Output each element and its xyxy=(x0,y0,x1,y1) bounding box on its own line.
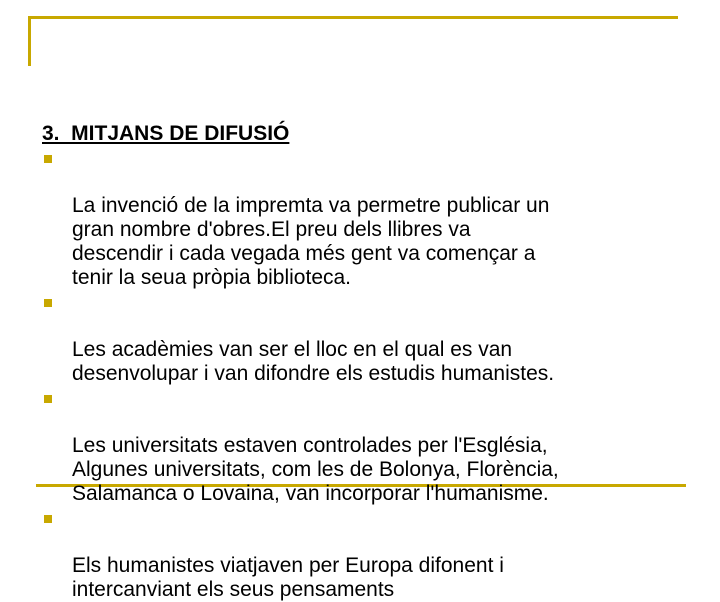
slide-heading: 3. MITJANS DE DIFUSIÓ xyxy=(42,122,290,145)
bullet-text: Els humanistes viatjaven per Europa difonent i intercanviant els seus pensaments xyxy=(72,554,504,601)
square-bullet-icon xyxy=(44,515,52,523)
bullet-item-humanists xyxy=(42,506,692,602)
bullet-item-universities xyxy=(42,386,692,506)
bullet-item-academies xyxy=(42,290,692,386)
square-bullet-icon xyxy=(44,155,52,163)
bullet-text: La invenció de la impremta va permetre publicar un gran nombre d'obres.El preu dels llibres va descendir i cada vegada més gent va començar a tenir la seua pròpia biblioteca. xyxy=(72,194,550,289)
frame-left-line xyxy=(28,16,31,66)
square-bullet-icon xyxy=(44,395,52,403)
bullet-text: Les universitats estaven controlades per l'Església, Algunes universitats, com les de Bolonya, Florència, Salamanca o Lovaina, van incorporar l'humanisme. xyxy=(72,434,559,505)
frame-top-line xyxy=(28,16,678,19)
bullet-item-printing xyxy=(42,146,692,290)
slide-content xyxy=(42,122,692,602)
bullet-list xyxy=(42,146,692,602)
square-bullet-icon xyxy=(44,299,52,307)
bullet-text: Les acadèmies van ser el lloc en el qual es van desenvolupar i van difondre els estudis humanistes. xyxy=(72,338,555,385)
